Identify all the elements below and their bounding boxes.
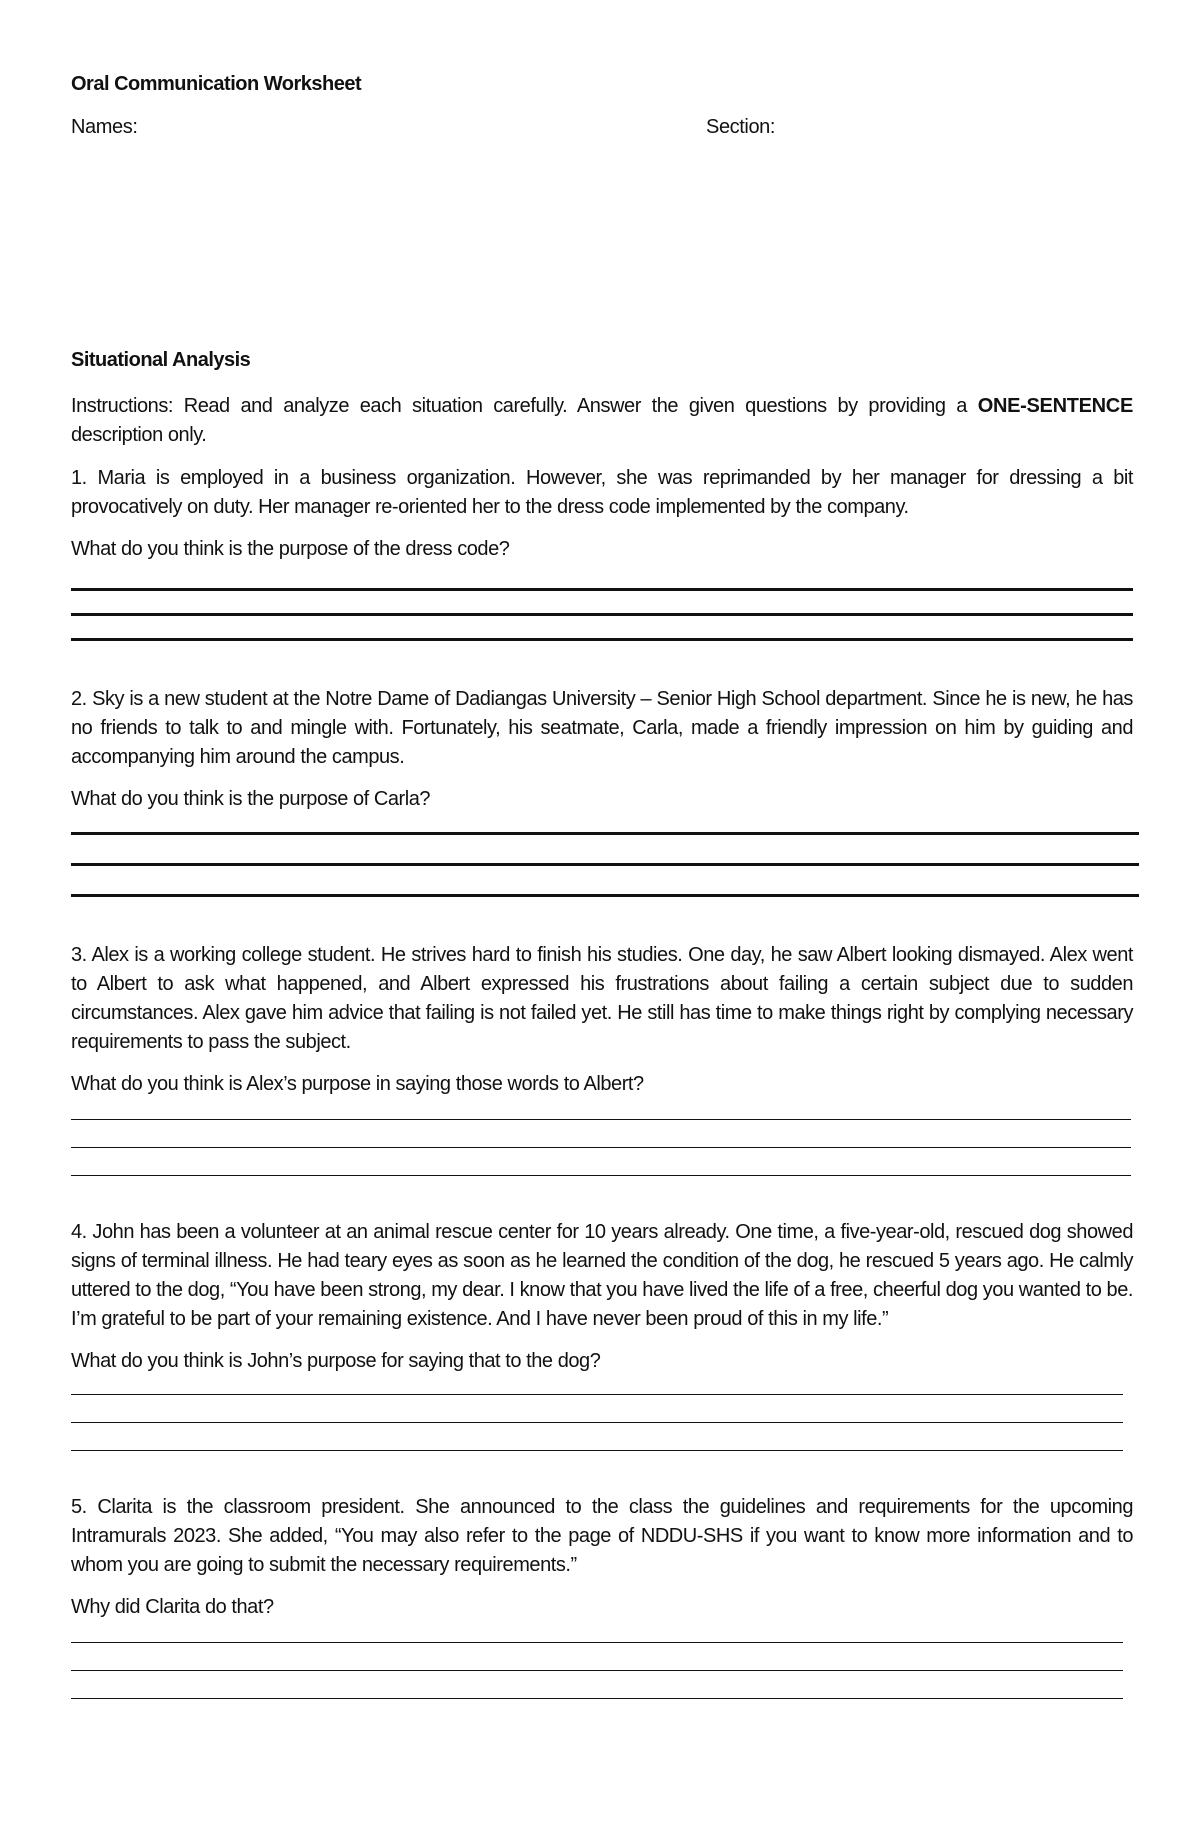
situational-analysis-heading: Situational Analysis <box>71 349 251 371</box>
worksheet-content <box>71 72 1133 1699</box>
answer-line[interactable] <box>71 866 1139 897</box>
question-4: What do you think is John’s purpose for saying that to the dog? <box>71 1350 601 1372</box>
instructions-text: Instructions: Read and analyze each situation carefully. Answer the given questions by providing a <box>71 395 978 417</box>
answer-lines-3 <box>71 1097 1131 1176</box>
answer-line[interactable] <box>71 562 1133 591</box>
answer-line[interactable] <box>71 1671 1123 1699</box>
spacer <box>71 897 1133 941</box>
names-label: Names: <box>71 116 138 138</box>
situation-1: 1. Maria is employed in a business organization. However, she was reprimanded by her manager for dressing a bit provocatively on duty. Her manager re-oriented her to the dress code implemented by the company. <box>71 467 1133 518</box>
answer-line[interactable] <box>71 1120 1131 1148</box>
spacer <box>71 1451 1133 1493</box>
situation-5: 5. Clarita is the classroom president. She announced to the class the guidelines and requirements for the upcoming Intramurals 2023. She added, “You may also refer to the page of NDDU-SHS if you want to know more information and to whom you are going to submit the necessary requirements.” <box>71 1496 1133 1576</box>
question-1: What do you think is the purpose of the dress code? <box>71 538 510 560</box>
answer-lines-4 <box>71 1374 1123 1451</box>
answer-lines-2 <box>71 812 1139 897</box>
answer-line[interactable] <box>71 1148 1131 1176</box>
answer-line[interactable] <box>71 835 1139 866</box>
instructions-text-end: description only. <box>71 424 207 446</box>
situation-3: 3. Alex is a working college student. He strives hard to finish his studies. One day, he saw Albert looking dismayed. Alex went to Albert to ask what happened, and Albert expressed his frustrations about failing a certain subject due to sudden circumstances. Alex gave him advice that failing is not failed yet. He still has time to make things right by complying necessary requirements to pass the subject. <box>71 944 1133 1053</box>
worksheet-title: Oral Communication Worksheet <box>71 73 362 95</box>
spacer <box>71 1176 1133 1218</box>
question-2: What do you think is the purpose of Carla? <box>71 788 431 810</box>
answer-line[interactable] <box>71 616 1133 641</box>
answer-line[interactable] <box>71 1097 1131 1120</box>
section-label: Section: <box>706 116 776 138</box>
answer-line[interactable] <box>71 1374 1123 1395</box>
question-3: What do you think is Alex’s purpose in saying those words to Albert? <box>71 1073 644 1095</box>
answer-line[interactable] <box>71 1643 1123 1671</box>
answer-lines-5 <box>71 1620 1123 1699</box>
answer-line[interactable] <box>71 1395 1123 1423</box>
spacer <box>71 641 1133 685</box>
answer-line[interactable] <box>71 812 1139 835</box>
answer-line[interactable] <box>71 1423 1123 1451</box>
situation-2: 2. Sky is a new student at the Notre Dame of Dadiangas University – Senior High School department. Since he is new, he has no friends to talk to and mingle with. Fortunately, his seatmate, Carla, made a friendly impression on him by guiding and accompanying him around the campus. <box>71 688 1133 768</box>
question-5: Why did Clarita do that? <box>71 1596 274 1618</box>
instructions-emphasis: ONE-SENTENCE <box>977 395 1133 417</box>
answer-line[interactable] <box>71 1620 1123 1643</box>
situation-4: 4. John has been a volunteer at an animal rescue center for 10 years already. One time, a five-year-old, rescued dog showed signs of terminal illness. He had teary eyes as soon as he learned the condition of the dog, he rescued 5 years ago. He calmly uttered to the dog, “You have been strong, my dear. I know that you have lived the life of a free, cheerful dog you wanted to be. I’m grateful to be part of your remaining existence. And I have never been proud of this in my life.” <box>71 1221 1133 1330</box>
names-section-row <box>71 116 1133 146</box>
instructions <box>71 392 1133 450</box>
answer-line[interactable] <box>71 591 1133 616</box>
answer-lines-1 <box>71 562 1133 641</box>
